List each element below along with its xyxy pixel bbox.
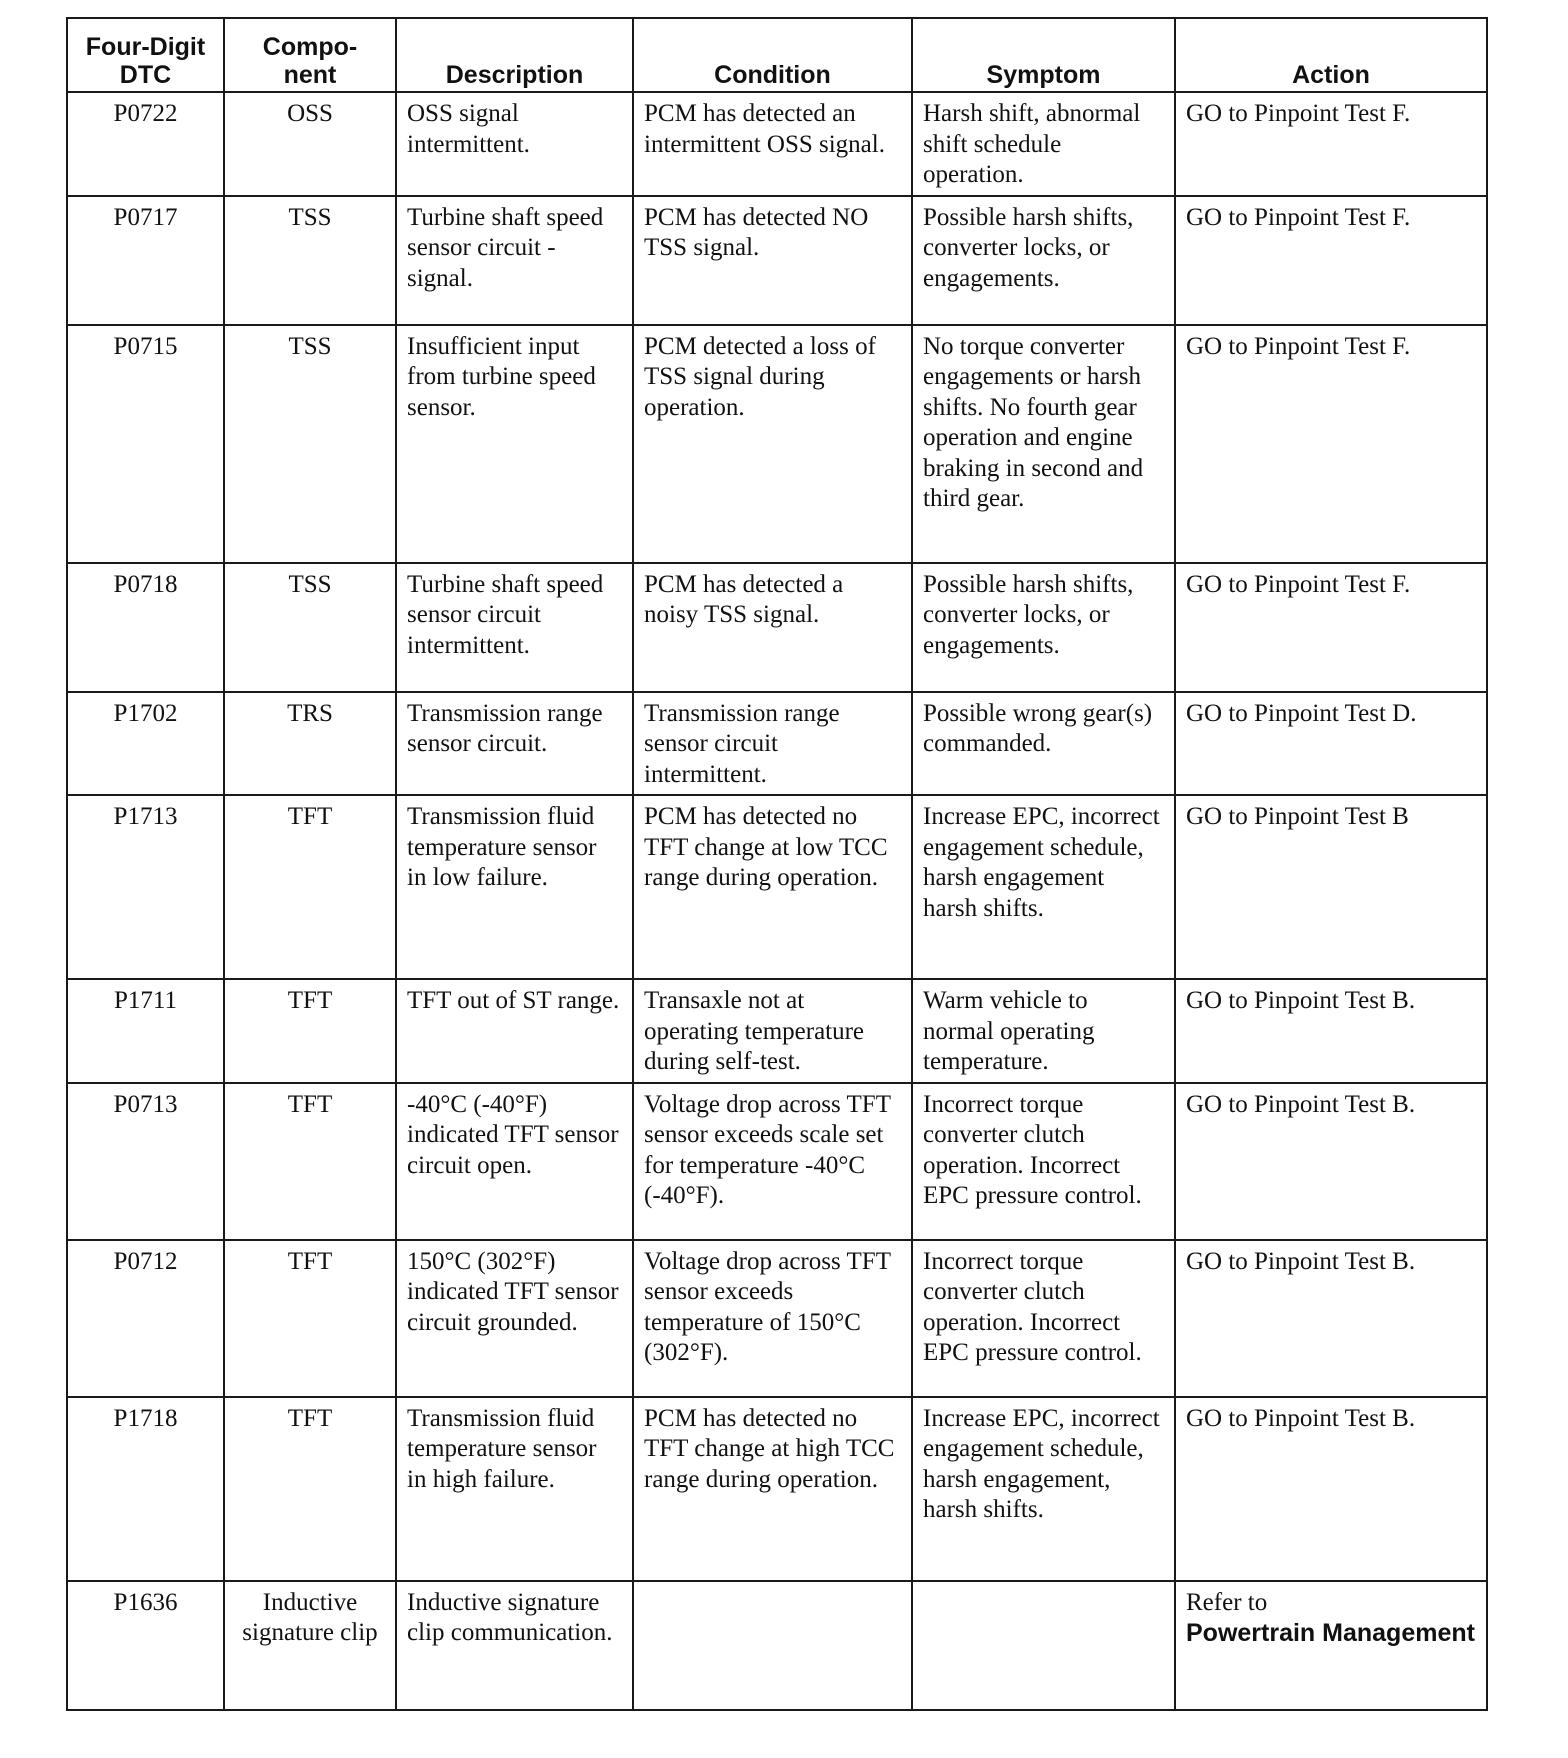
table-row — [67, 1083, 1487, 1240]
dtc-code: P0712 — [67, 1240, 224, 1397]
dtc-code: P0713 — [67, 1083, 224, 1240]
table-row — [67, 979, 1487, 1083]
header-component: Compo- nent — [224, 18, 396, 92]
action-cell: GO to Pinpoint Test B. — [1175, 1240, 1487, 1397]
condition-cell: Voltage drop across TFT sensor exceeds scale set for temperature -40°C (-40°F). — [633, 1083, 912, 1240]
symptom-cell: No torque converter engagements or harsh shifts. No fourth gear operation and engine braking in second and third gear. — [912, 325, 1175, 563]
condition-cell: Transmission range sensor circuit intermittent. — [633, 692, 912, 796]
table-row — [67, 1240, 1487, 1397]
component-cell: TFT — [224, 1240, 396, 1397]
symptom-cell: Increase EPC, incorrect engagement schedule, harsh engagement harsh shifts. — [912, 795, 1175, 979]
dtc-code: P0717 — [67, 196, 224, 325]
action-cell: GO to Pinpoint Test D. — [1175, 692, 1487, 796]
action-cell: GO to Pinpoint Test B. — [1175, 979, 1487, 1083]
action-cell: GO to Pinpoint Test F. — [1175, 196, 1487, 325]
description-cell: Transmission fluid temperature sensor in low failure. — [396, 795, 633, 979]
action-cell: GO to Pinpoint Test F. — [1175, 92, 1487, 196]
header-symptom: Symptom — [912, 18, 1175, 92]
header-description: Description — [396, 18, 633, 92]
table-row — [67, 196, 1487, 325]
table-row — [67, 92, 1487, 196]
dtc-code: P1713 — [67, 795, 224, 979]
symptom-cell: Incorrect torque converter clutch operation. Incorrect EPC pressure control. — [912, 1083, 1175, 1240]
component-cell: TFT — [224, 1083, 396, 1240]
symptom-cell — [912, 1581, 1175, 1710]
symptom-cell: Possible harsh shifts, converter locks, or engagements. — [912, 196, 1175, 325]
table-header-row — [67, 18, 1487, 92]
table-row — [67, 692, 1487, 796]
description-cell: Turbine shaft speed sensor circuit - signal. — [396, 196, 633, 325]
description-cell: Turbine shaft speed sensor circuit intermittent. — [396, 563, 633, 692]
symptom-cell: Incorrect torque converter clutch operation. Incorrect EPC pressure control. — [912, 1240, 1175, 1397]
description-cell: TFT out of ST range. — [396, 979, 633, 1083]
symptom-cell: Warm vehicle to normal operating temperature. — [912, 979, 1175, 1083]
action-reference-title: Powertrain Management — [1186, 1619, 1475, 1647]
condition-cell: PCM has detected no TFT change at high TCC range during operation. — [633, 1397, 912, 1581]
component-cell: TRS — [224, 692, 396, 796]
header-condition: Condition — [633, 18, 912, 92]
dtc-table — [66, 17, 1488, 1711]
description-cell: Transmission range sensor circuit. — [396, 692, 633, 796]
component-cell: Inductive signature clip — [224, 1581, 396, 1710]
header-dtc: Four-Digit DTC — [67, 18, 224, 92]
condition-cell: Transaxle not at operating temperature during self-test. — [633, 979, 912, 1083]
header-action: Action — [1175, 18, 1487, 92]
component-cell: TFT — [224, 795, 396, 979]
dtc-code: P0718 — [67, 563, 224, 692]
action-cell — [1175, 1581, 1487, 1710]
description-cell: Insufficient input from turbine speed sensor. — [396, 325, 633, 563]
dtc-code: P1702 — [67, 692, 224, 796]
table-row — [67, 1397, 1487, 1581]
description-cell: Transmission fluid temperature sensor in high failure. — [396, 1397, 633, 1581]
description-cell: OSS signal intermittent. — [396, 92, 633, 196]
symptom-cell: Increase EPC, incorrect engagement schedule, harsh engagement, harsh shifts. — [912, 1397, 1175, 1581]
dtc-code: P0722 — [67, 92, 224, 196]
dtc-document — [66, 17, 1486, 1711]
dtc-code: P1711 — [67, 979, 224, 1083]
component-cell: TFT — [224, 979, 396, 1083]
condition-cell — [633, 1581, 912, 1710]
condition-cell: PCM has detected a noisy TSS signal. — [633, 563, 912, 692]
condition-cell: PCM has detected NO TSS signal. — [633, 196, 912, 325]
dtc-code: P1636 — [67, 1581, 224, 1710]
action-cell: GO to Pinpoint Test B — [1175, 795, 1487, 979]
component-cell: TFT — [224, 1397, 396, 1581]
symptom-cell: Possible harsh shifts, converter locks, or engagements. — [912, 563, 1175, 692]
component-cell: TSS — [224, 325, 396, 563]
dtc-code: P1718 — [67, 1397, 224, 1581]
action-cell: GO to Pinpoint Test B. — [1175, 1083, 1487, 1240]
action-refer-text: Refer to — [1186, 1588, 1268, 1616]
symptom-cell: Harsh shift, abnormal shift schedule operation. — [912, 92, 1175, 196]
symptom-cell: Possible wrong gear(s) commanded. — [912, 692, 1175, 796]
action-cell: GO to Pinpoint Test B. — [1175, 1397, 1487, 1581]
condition-cell: PCM has detected an intermittent OSS signal. — [633, 92, 912, 196]
table-row — [67, 1581, 1487, 1710]
component-cell: TSS — [224, 563, 396, 692]
condition-cell: PCM has detected no TFT change at low TCC range during operation. — [633, 795, 912, 979]
table-row — [67, 325, 1487, 563]
description-cell: -40°C (-40°F) indicated TFT sensor circuit open. — [396, 1083, 633, 1240]
description-cell: 150°C (302°F) indicated TFT sensor circuit grounded. — [396, 1240, 633, 1397]
action-cell: GO to Pinpoint Test F. — [1175, 563, 1487, 692]
dtc-code: P0715 — [67, 325, 224, 563]
action-cell: GO to Pinpoint Test F. — [1175, 325, 1487, 563]
condition-cell: Voltage drop across TFT sensor exceeds temperature of 150°C (302°F). — [633, 1240, 912, 1397]
table-row — [67, 795, 1487, 979]
description-cell: Inductive signature clip communication. — [396, 1581, 633, 1710]
condition-cell: PCM detected a loss of TSS signal during operation. — [633, 325, 912, 563]
table-row — [67, 563, 1487, 692]
component-cell: TSS — [224, 196, 396, 325]
component-cell: OSS — [224, 92, 396, 196]
